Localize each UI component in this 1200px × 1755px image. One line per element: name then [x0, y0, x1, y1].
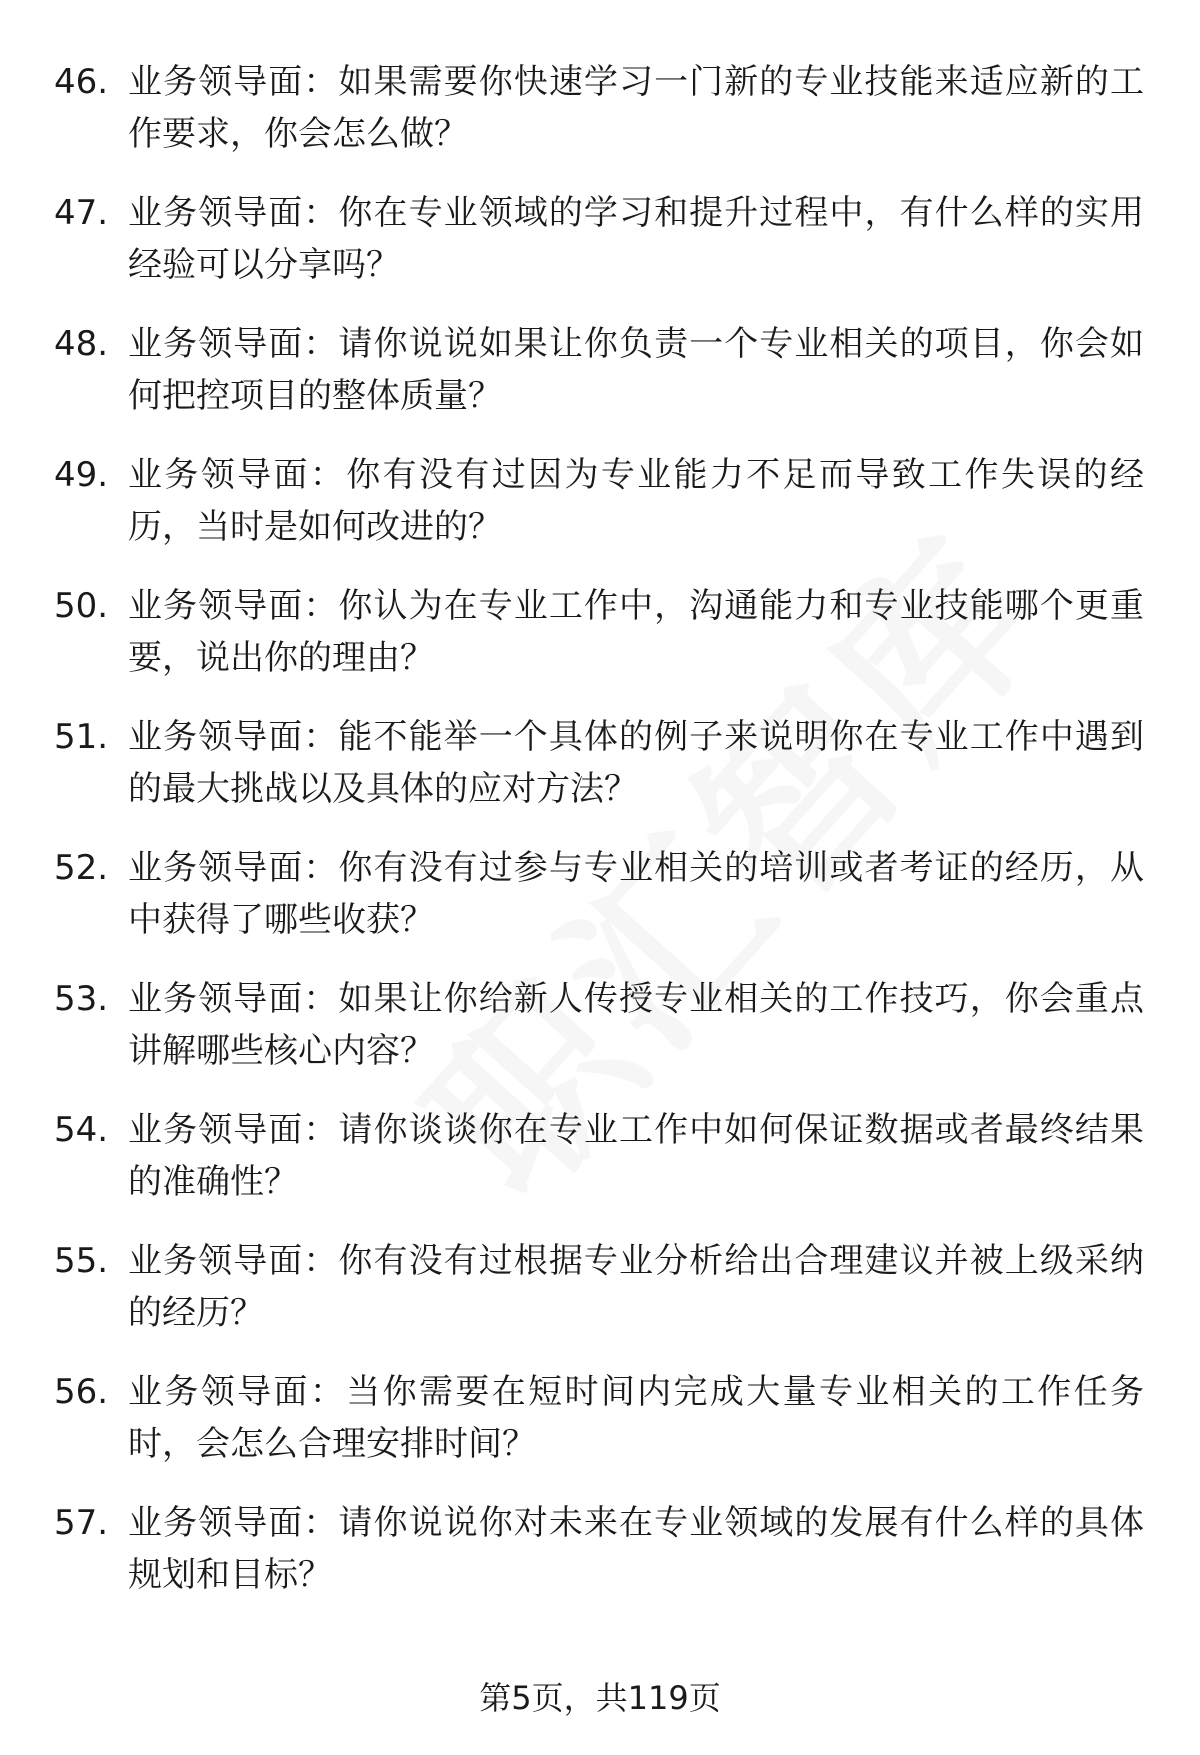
- question-number: 50.: [54, 586, 109, 626]
- question-list: [0, 56, 1200, 1628]
- question-number: 55.: [54, 1241, 109, 1281]
- question-text: 业务领导面：请你说说如果让你负责一个专业相关的项目，你会如何把控项目的整体质量？: [128, 324, 1144, 416]
- question-text: 业务领导面：当你需要在短时间内完成大量专业相关的工作任务时，会怎么合理安排时间？: [128, 1372, 1144, 1464]
- question-item: [0, 318, 1200, 449]
- question-text: 业务领导面：请你说说你对未来在专业领域的发展有什么样的具体规划和目标？: [128, 1503, 1144, 1595]
- question-item: [0, 1235, 1200, 1366]
- page-number-label: 第5页，共119页: [479, 1679, 721, 1717]
- question-text: 业务领导面：你认为在专业工作中，沟通能力和专业技能哪个更重要，说出你的理由？: [128, 586, 1144, 678]
- question-number: 57.: [54, 1503, 109, 1543]
- question-item: [0, 973, 1200, 1104]
- question-text: 业务领导面：能不能举一个具体的例子来说明你在专业工作中遇到的最大挑战以及具体的应对方法？: [128, 717, 1144, 809]
- question-item: [0, 187, 1200, 318]
- question-number: 47.: [54, 193, 109, 233]
- question-text: 业务领导面：请你谈谈你在专业工作中如何保证数据或者最终结果的准确性？: [128, 1110, 1144, 1202]
- question-item: [0, 1366, 1200, 1497]
- question-item: [0, 842, 1200, 973]
- question-number: 56.: [54, 1372, 109, 1412]
- question-item: [0, 449, 1200, 580]
- question-item: [0, 1104, 1200, 1235]
- question-number: 53.: [54, 979, 109, 1019]
- question-text: 业务领导面：如果需要你快速学习一门新的专业技能来适应新的工作要求，你会怎么做？: [128, 62, 1144, 154]
- question-text: 业务领导面：你有没有过参与专业相关的培训或者考证的经历，从中获得了哪些收获？: [128, 848, 1144, 940]
- question-text: 业务领导面：你有没有过根据专业分析给出合理建议并被上级采纳的经历？: [128, 1241, 1144, 1333]
- question-item: [0, 1497, 1200, 1628]
- question-number: 51.: [54, 717, 109, 757]
- question-text: 业务领导面：如果让你给新人传授专业相关的工作技巧，你会重点讲解哪些核心内容？: [128, 979, 1144, 1071]
- question-number: 48.: [54, 324, 109, 364]
- question-text: 业务领导面：你有没有过因为专业能力不足而导致工作失误的经历，当时是如何改进的？: [128, 455, 1144, 547]
- page-footer: [0, 1676, 1200, 1720]
- question-text: 业务领导面：你在专业领域的学习和提升过程中，有什么样的实用经验可以分享吗？: [128, 193, 1144, 285]
- question-number: 52.: [54, 848, 109, 888]
- question-number: 49.: [54, 455, 109, 495]
- question-item: [0, 711, 1200, 842]
- question-item: [0, 580, 1200, 711]
- question-number: 54.: [54, 1110, 109, 1150]
- question-item: [0, 56, 1200, 187]
- question-number: 46.: [54, 62, 109, 102]
